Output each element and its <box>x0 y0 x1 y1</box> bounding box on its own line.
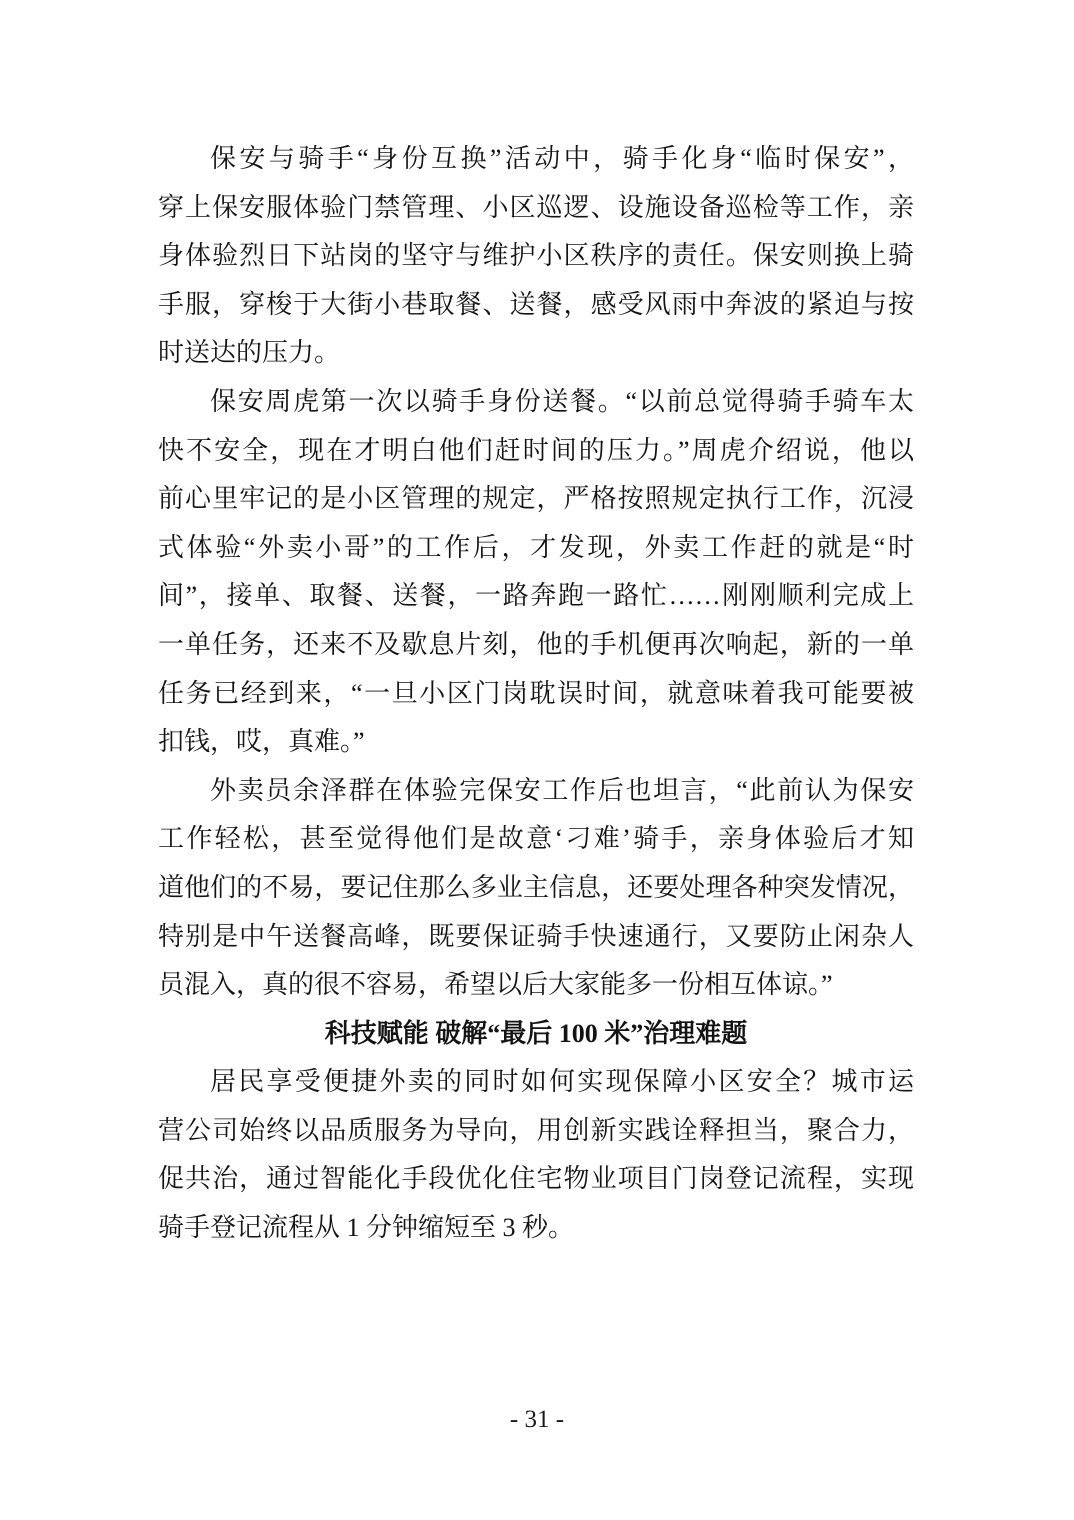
body-line: 间”，接单、取餐、送餐，一路奔跑一路忙……刚刚顺利完成上 <box>158 581 914 611</box>
body-line: 骑手登记流程从 1 分钟缩短至 3 秒。 <box>158 1213 575 1243</box>
body-line: 营公司始终以品质服务为导向，用创新实践诠释担当，聚合力， <box>158 1115 914 1145</box>
body-line: 穿上保安服体验门禁管理、小区巡逻、设施设备巡检等工作，亲 <box>158 192 914 222</box>
body-line: 保安与骑手“身份互换”活动中，骑手化身“临时保安”， <box>210 144 914 173</box>
body-line: 式体验“外卖小哥”的工作后，才发现，外卖工作赶的就是“时 <box>158 532 914 562</box>
body-line: 手服，穿梭于大街小巷取餐、送餐，感受风雨中奔波的紧迫与按 <box>158 289 914 319</box>
body-line: 扣钱，哎，真难。” <box>158 727 365 757</box>
paragraph-2 <box>158 378 914 767</box>
body-line: 身体验烈日下站岗的坚守与维护小区秩序的责任。保安则换上骑 <box>158 241 914 271</box>
body-line: 一单任务，还来不及歇息片刻，他的手机便再次响起，新的一单 <box>158 629 914 659</box>
body-line: 时送达的压力。 <box>158 338 341 368</box>
body-line: 促共治，通过智能化手段优化住宅物业项目门岗登记流程，实现 <box>158 1164 914 1194</box>
body-line: 外卖员余泽群在体验完保安工作后也坦言，“此前认为保安 <box>210 775 914 805</box>
body-line: 任务已经到来，“一旦小区门岗耽误时间，就意味着我可能要被 <box>158 678 914 708</box>
page-number: - 31 - <box>509 1406 565 1433</box>
body-line: 前心里牢记的是小区管理的规定，严格按照规定执行工作，沉浸 <box>158 484 914 514</box>
paragraph-4 <box>158 1058 914 1252</box>
body-line: 特别是中午送餐高峰，既要保证骑手快速通行，又要防止闲杂人 <box>158 921 914 951</box>
body-line: 工作轻松，甚至觉得他们是故意‘刁难’骑手，亲身体验后才知 <box>158 824 914 854</box>
paragraph-3 <box>158 767 914 1010</box>
body-line: 快不安全，现在才明白他们赶时间的压力。”周虎介绍说，他以 <box>158 435 914 465</box>
body-line: 员混入，真的很不容易，希望以后大家能多一份相互体谅。” <box>158 970 833 1000</box>
paragraph-1 <box>158 135 914 378</box>
section-heading: 科技赋能 破解“最后 100 米”治理难题 <box>324 1018 748 1048</box>
body-line: 居民享受便捷外卖的同时如何实现保障小区安全？城市运 <box>210 1067 914 1097</box>
document-body <box>158 135 914 1253</box>
body-line: 道他们的不易，要记住那么多业主信息，还要处理各种突发情况， <box>158 872 914 902</box>
body-line: 保安周虎第一次以骑手身份送餐。“以前总觉得骑手骑车太 <box>210 386 914 416</box>
